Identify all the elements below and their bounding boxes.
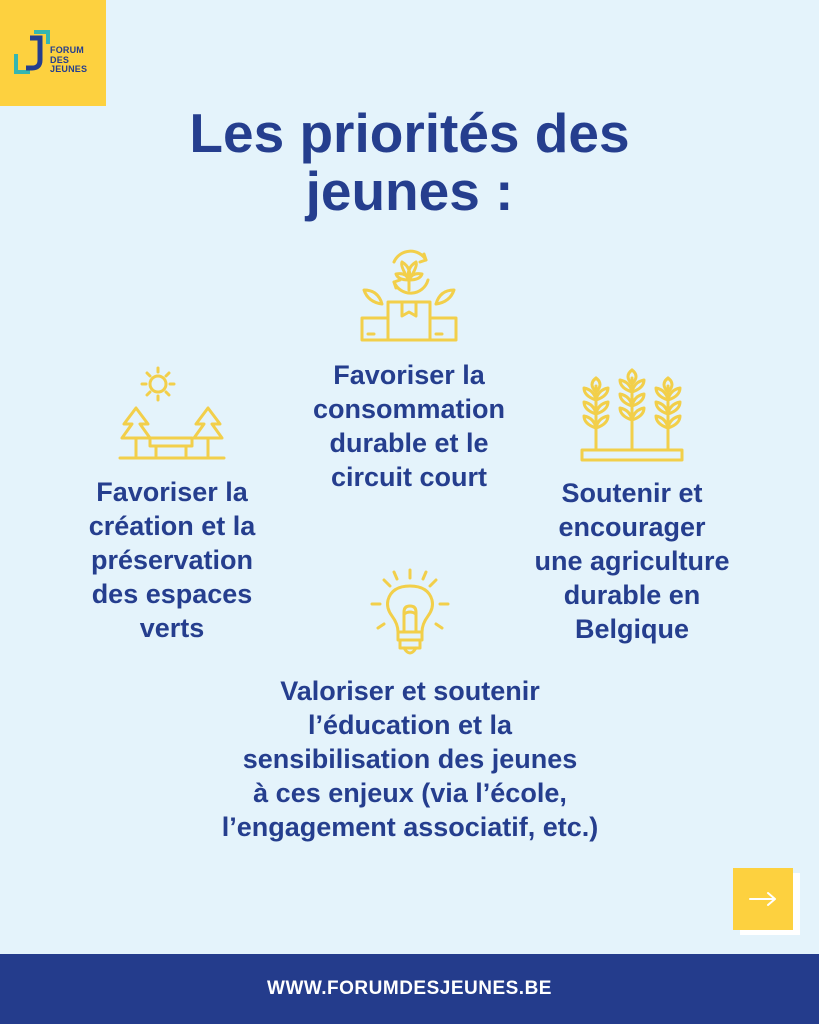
logo-mark-icon	[12, 28, 52, 80]
priority-education-line-3: sensibilisation des jeunes	[242, 744, 578, 774]
title-line-2: jeunes :	[305, 160, 514, 222]
priority-agriculture-line-1: Soutenir et	[561, 478, 703, 508]
logo-line-2: DES	[50, 54, 70, 65]
page-title	[0, 104, 819, 220]
park-trees-sun-icon	[118, 366, 226, 462]
priority-agriculture-line-2: encourager	[558, 512, 706, 542]
priority-agriculture-line-5: Belgique	[574, 614, 689, 644]
next-button[interactable]	[733, 868, 793, 930]
priority-education-line-4: à ces enjeux (via l’école,	[253, 778, 567, 808]
priority-agriculture-line-4: durable en	[563, 580, 701, 610]
priority-agriculture-line-3: une agriculture	[534, 546, 730, 576]
plant-box-cycle-icon	[358, 246, 460, 346]
arrow-right-icon	[748, 891, 778, 907]
lightbulb-icon	[368, 566, 452, 660]
wheat-icon	[578, 366, 686, 464]
logo-line-3: JEUNES	[50, 64, 88, 74]
priority-education-line-1: Valoriser et soutenir	[280, 676, 540, 706]
priority-espaces-verts-line-3: préservation	[90, 545, 254, 575]
priority-education-line-2: l’éducation et la	[307, 710, 513, 740]
priority-consommation	[259, 358, 559, 494]
priority-agriculture	[494, 476, 770, 646]
priority-espaces-verts-line-4: des espaces	[91, 579, 253, 609]
priority-espaces-verts-line-2: création et la	[88, 511, 256, 541]
priority-espaces-verts-line-1: Favoriser la	[96, 477, 248, 507]
priority-espaces-verts	[42, 475, 302, 645]
logo-text	[50, 46, 87, 75]
priority-consommation-line-4: circuit court	[330, 462, 488, 492]
priority-espaces-verts-line-5: verts	[139, 613, 205, 643]
priority-consommation-line-2: consommation	[312, 394, 506, 424]
title-line-1: Les priorités des	[189, 102, 630, 164]
logo	[0, 0, 106, 106]
footer	[0, 954, 819, 1024]
footer-url-link[interactable]: WWW.FORUMDESJEUNES.BE	[267, 978, 552, 999]
priority-education	[160, 674, 660, 844]
logo-line-1: FORUM	[50, 45, 84, 55]
priority-consommation-line-3: durable et le	[329, 428, 489, 458]
priority-consommation-line-1: Favoriser la	[333, 360, 485, 390]
priority-education-line-5: l’engagement associatif, etc.)	[221, 812, 599, 842]
